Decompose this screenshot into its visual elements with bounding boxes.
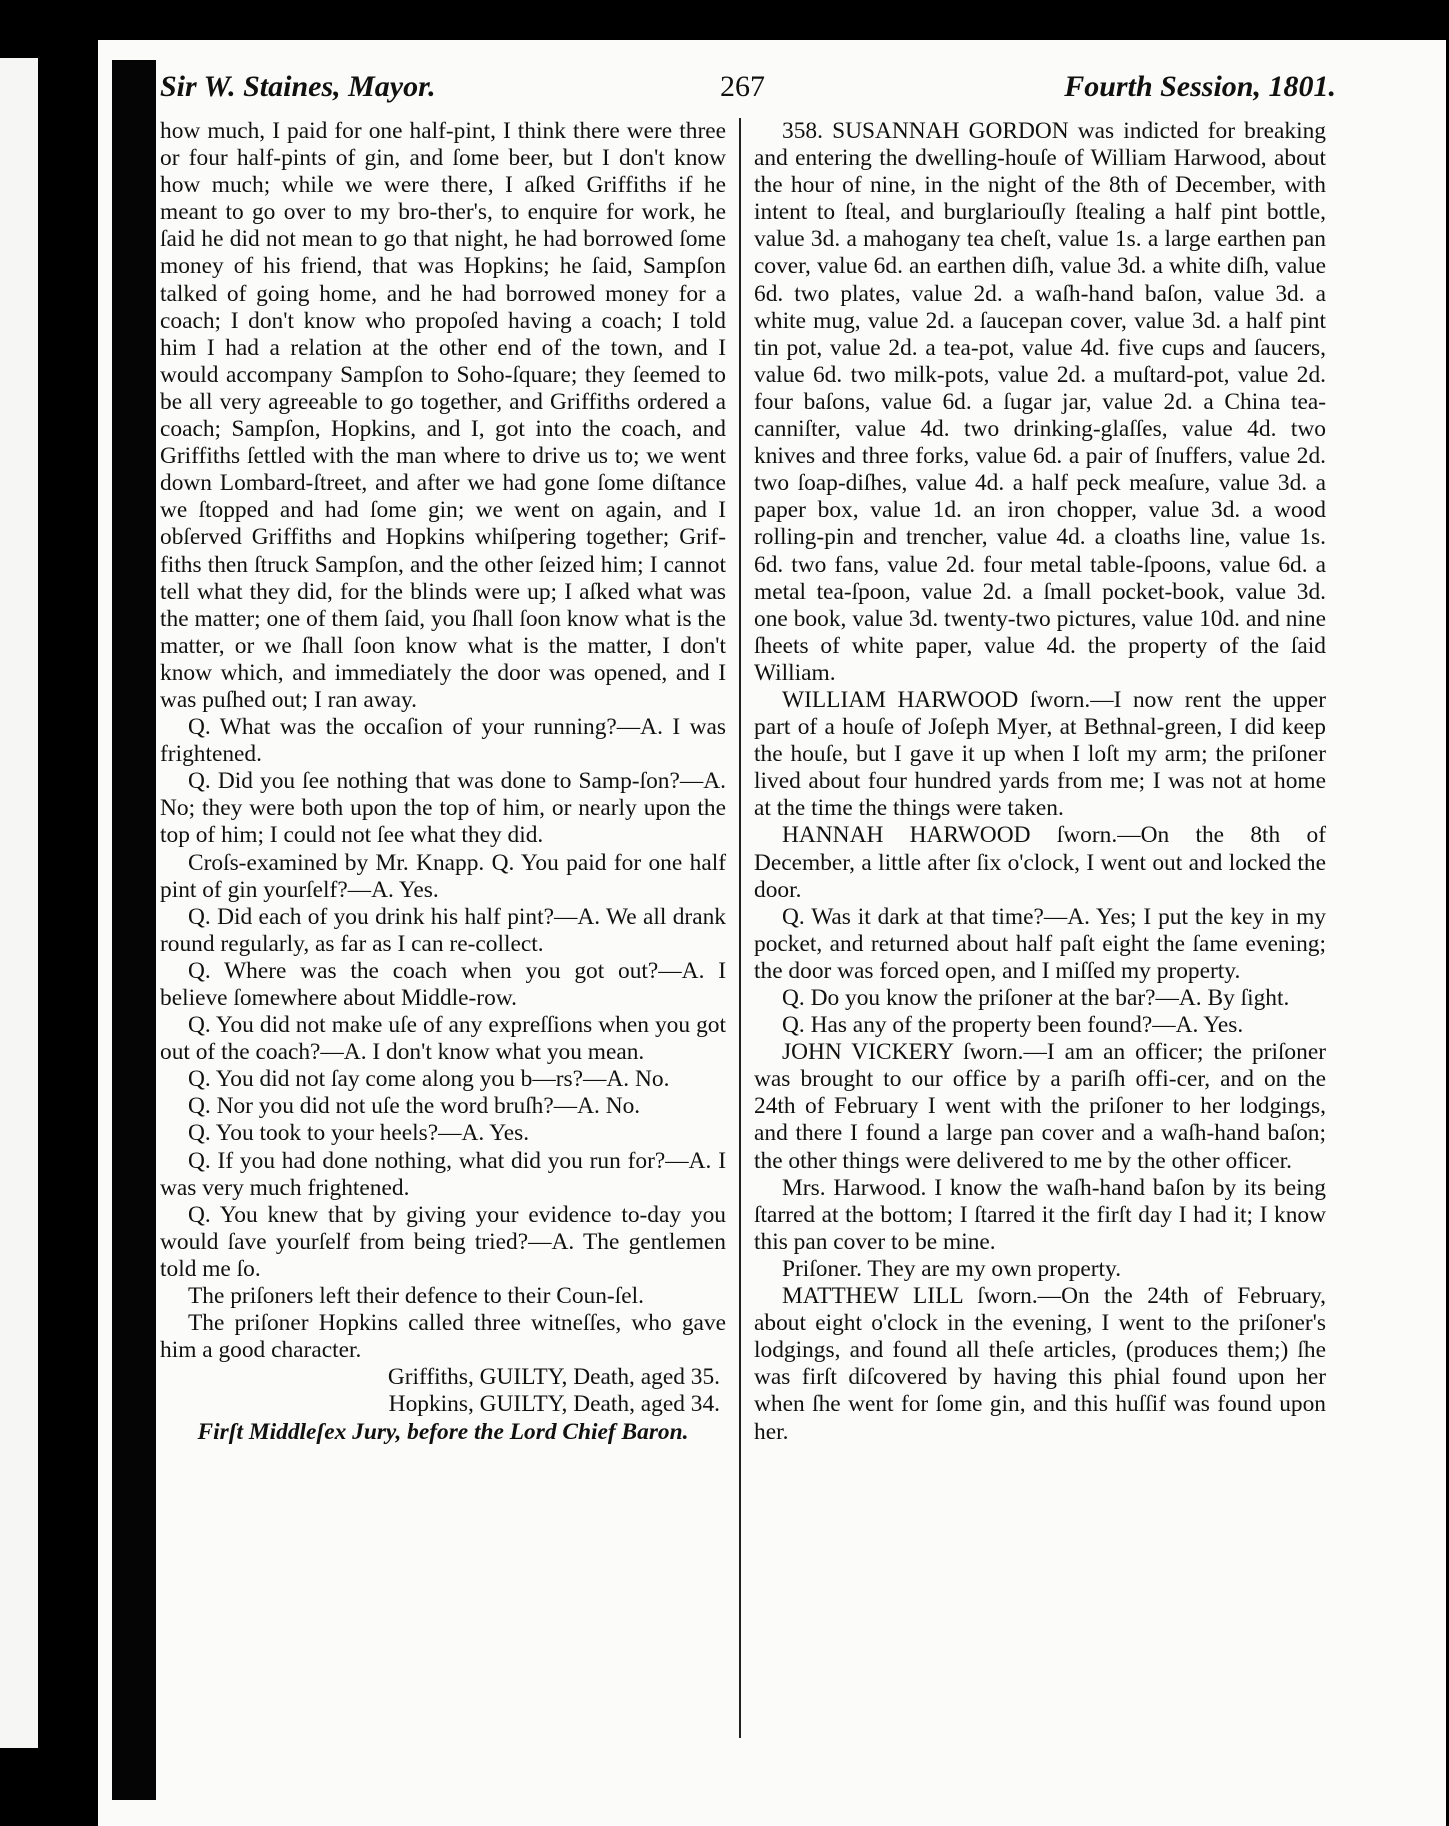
right-column-paragraph: 358. SUSANNAH GORDON was indicted for breaking and entering the dwelling-houſe of William Harwood, about the hour of nine, in the night of the 8th of December, with intent to ſteal, and burglariouſly ſtealing a half pint bottle, value 3d. a mahogany tea cheſt, value 1s. a large earthen pan cover, value 6d. an earthen diſh, value 3d. a white diſh, value 6d. two plates, value 2d. a waſh-hand baſon, value 3d. a white mug, value 2d. a ſaucepan cover, value 3d. a half pint tin pot, value 2d. a tea-pot, value 4d. five cups and ſaucers, value 6d. two milk-pots, value 2d. a muſtard-pot, value 2d. four baſons, value 6d. a ſugar jar, value 2d. a China tea-canniſter, value 4d. two drinking-glaſſes, value 4d. two knives and three forks, value 6d. a pair of ſnuffers, value 2d. two ſoap-diſhes, value 4d. a half peck meaſure, value 3d. a paper box, value 1d. an iron chopper, value 3d. a wood rolling-pin and trencher, value 4d. a cloaths line, value 1s. 6d. two fans, value 2d. four metal table-ſpoons, value 6d. a metal tea-ſpoon, value 2d. a ſmall pocket-book, value 3d. one book, value 3d. twenty-two pictures, value 10d. and nine ſheets of white paper, value 4d. the property of the ſaid William. (754, 118, 1326, 686)
left-column-paragraph: Q. You did not ſay come along you b—rs?—A. No. (188, 1066, 670, 1093)
right-column-paragraph: MATTHEW LILL ſworn.—On the 24th of February, about eight o'clock in the evening, I went to the priſoner's lodgings, and found all theſe articles, (produces them;) ſhe was firſt diſcovered by having this phial found upon her when ſhe went for ſome gin, and this huſſif was found upon her. (754, 1283, 1326, 1445)
adjacent-page-edge (0, 58, 38, 1748)
column-divider (739, 118, 741, 1738)
header-session: Fourth Session, 1801. (1064, 70, 1336, 103)
left-column-paragraph: Croſs-examined by Mr. Knapp. Q. You paid for one half pint of gin yourſelf?—A. Yes. (160, 849, 726, 903)
left-column-paragraph: The priſoners left their defence to their Coun-ſel. (188, 1283, 644, 1310)
left-column-paragraph: Hopkins, GUILTY, Death, aged 34. (388, 1391, 720, 1418)
left-column (160, 118, 726, 1446)
left-column-paragraph: Q. Did you ſee nothing that was done to Samp-ſon?—A. No; they were both upon the top of him, or nearly upon the top of him; I could not ſee what they did. (160, 768, 726, 849)
right-column (754, 118, 1326, 1446)
left-column-paragraph: Firſt Middleſex Jury, before the Lord Chief Baron. (197, 1418, 689, 1445)
left-column-paragraph: The priſoner Hopkins called three witneſſes, who gave him a good character. (160, 1310, 726, 1364)
left-column-paragraph: Griffiths, GUILTY, Death, aged 35. (387, 1364, 720, 1391)
left-column-paragraph: Q. You did not make uſe of any expreſſions when you got out of the coach?—A. I don't know what you mean. (160, 1012, 726, 1066)
left-column-paragraph: Q. You took to your heels?—A. Yes. (188, 1120, 530, 1147)
right-column-paragraph: Priſoner. They are my own property. (782, 1255, 1122, 1282)
left-column-paragraph: Q. If you had done nothing, what did you run for?—A. I was very much frightened. (160, 1147, 726, 1201)
header-mayor: Sir W. Staines, Mayor. (160, 70, 436, 103)
left-column-paragraph: how much, I paid for one half-pint, I think there were three or four half-pints of gin, and ſome beer, but I don't know how much; while we were there, I aſked Griffiths if he meant to go over to my bro-ther's, to enquire for work, he ſaid he did not mean to go that night, he had borrowed ſome money of his friend, that was Hopkins; he ſaid, Sampſon talked of going home, and he had borrowed money for a coach; I don't know who propoſed having a coach; I told him I had a relation at the other end of the town, and I would accompany Sampſon to Soho-ſquare; they ſeemed to be all very agreeable to go together, and Griffiths ordered a coach; Sampſon, Hopkins, and I, got into the coach, and Griffiths ſettled with the man where to drive us to; we went down Lombard-ſtreet, and after we had gone ſome diſtance we ſtopped and had ſome gin; we went on again, and I obſerved Griffiths and Hopkins whiſpering together; Grif-fiths then ſtruck Sampſon, and the other ſeized him; I cannot tell what they did, for the blinds were up; I aſked what was the matter; one of them ſaid, you ſhall ſoon know what is the matter, or we ſhall ſoon know what is the matter, I don't know which, and immediately the door was opened, and I was puſhed out; I ran away. (160, 118, 726, 713)
left-column-paragraph: Q. Nor you did not uſe the word bruſh?—A. No. (188, 1093, 641, 1120)
right-column-paragraph: Q. Do you know the priſoner at the bar?—A. By ſight. (782, 985, 1290, 1011)
right-column-paragraph: Q. Has any of the property been found?—A. Yes. (782, 1012, 1244, 1039)
left-column-paragraph: Q. What was the occaſion of your running?—A. I was frightened. (160, 714, 726, 768)
left-column-paragraph: Q. Where was the coach when you got out?—A. I believe ſomewhere about Middle-row. (160, 957, 726, 1011)
right-column-paragraph: JOHN VICKERY ſworn.—I am an officer; the priſoner was brought to our office by a pariſh offi-cer, and on the 24th of February I went with the priſoner to her lodgings, and there I found a large pan cover and a waſh-hand baſon; the other things were delivered to me by the other officer. (754, 1039, 1326, 1174)
left-column-paragraph: Q. Did each of you drink his half pint?—A. We all drank round regularly, as far as I can re-collect. (160, 903, 726, 957)
page-number: 267 (720, 70, 765, 103)
right-column-paragraph: WILLIAM HARWOOD ſworn.—I now rent the upper part of a houſe of Joſeph Myer, at Bethnal-green, I did keep the houſe, but I gave it up when I loſt my arm; the priſoner lived about four hundred yards from me; I was not at home at the time the things were taken. (754, 686, 1326, 822)
running-header (160, 70, 1336, 114)
right-column-paragraph: HANNAH HARWOOD ſworn.—On the 8th of December, a little after ſix o'clock, I went out and locked the door. (754, 822, 1326, 903)
left-column-paragraph: Q. You knew that by giving your evidence to-day you would ſave yourſelf from being tried?—A. The gentlemen told me ſo. (160, 1201, 726, 1282)
right-column-paragraph: Q. Was it dark at that time?—A. Yes; I put the key in my pocket, and returned about half paſt eight the ſame evening; the door was forced open, and I miſſed my property. (754, 903, 1326, 984)
binding-gutter (112, 60, 156, 1800)
right-column-paragraph: Mrs. Harwood. I know the waſh-hand baſon by its being ſtarred at the bottom; I ſtarred it the firſt day I had it; I know this pan cover to be mine. (754, 1174, 1326, 1255)
